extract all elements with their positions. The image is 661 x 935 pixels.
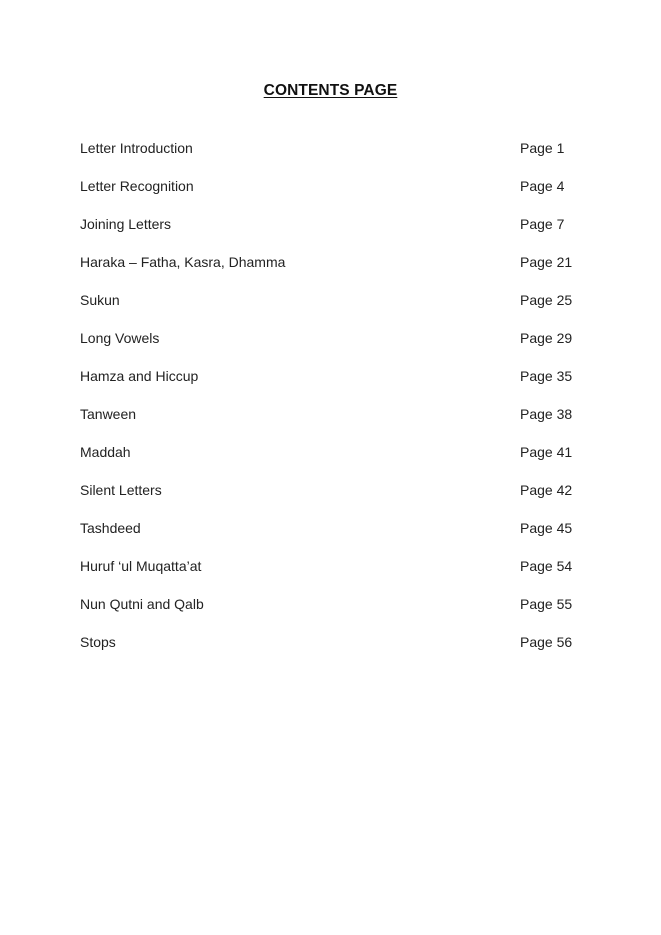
toc-entry-label: Huruf ‘ul Muqatta’at	[80, 558, 202, 574]
toc-entry-page: Page 1	[520, 140, 565, 156]
toc-entry-label: Sukun	[80, 292, 120, 308]
toc-entry-label: Tashdeed	[80, 520, 141, 536]
toc-entry-label: Nun Qutni and Qalb	[80, 596, 204, 612]
toc-entry-label: Joining Letters	[80, 216, 172, 232]
toc-entry-label: Letter Recognition	[80, 178, 194, 194]
table-of-contents	[80, 138, 600, 670]
toc-entry-page: Page 25	[520, 292, 573, 308]
toc-entry-page: Page 56	[520, 634, 573, 650]
toc-entry-joining-letters	[80, 214, 600, 252]
toc-entry-sukun	[80, 290, 600, 328]
toc-entry-letter-recognition	[80, 176, 600, 214]
toc-entry-letter-introduction	[80, 138, 600, 176]
toc-entry-page: Page 54	[520, 558, 573, 574]
toc-entry-label: Long Vowels	[80, 330, 160, 346]
toc-entry-page: Page 55	[520, 596, 573, 612]
toc-entry-long-vowels	[80, 328, 600, 366]
toc-entry-page: Page 42	[520, 482, 573, 498]
toc-entry-label: Letter Introduction	[80, 140, 193, 156]
toc-entry-page: Page 21	[520, 254, 573, 270]
toc-entry-label: Hamza and Hiccup	[80, 368, 199, 384]
toc-entry-label: Stops	[80, 634, 116, 650]
toc-entry-label: Maddah	[80, 444, 131, 460]
toc-entry-huruf-ul-muqattaat	[80, 556, 600, 594]
toc-entry-page: Page 45	[520, 520, 573, 536]
toc-entry-maddah	[80, 442, 600, 480]
toc-entry-page: Page 7	[520, 216, 565, 232]
toc-entry-hamza-and-hiccup	[80, 366, 600, 404]
toc-entry-silent-letters	[80, 480, 600, 518]
toc-entry-page: Page 35	[520, 368, 573, 384]
toc-entry-tanween	[80, 404, 600, 442]
toc-entry-page: Page 4	[520, 178, 565, 194]
toc-entry-label: Silent Letters	[80, 482, 162, 498]
toc-entry-tashdeed	[80, 518, 600, 556]
toc-entry-label: Haraka – Fatha, Kasra, Dhamma	[80, 254, 286, 270]
toc-entry-haraka	[80, 252, 600, 290]
toc-entry-page: Page 29	[520, 330, 573, 346]
toc-entry-nun-qutni-and-qalb	[80, 594, 600, 632]
toc-entry-label: Tanween	[80, 406, 137, 422]
toc-entry-stops	[80, 632, 600, 670]
toc-entry-page: Page 38	[520, 406, 573, 422]
page-title: CONTENTS PAGE	[263, 82, 398, 99]
toc-entry-page: Page 41	[520, 444, 573, 460]
